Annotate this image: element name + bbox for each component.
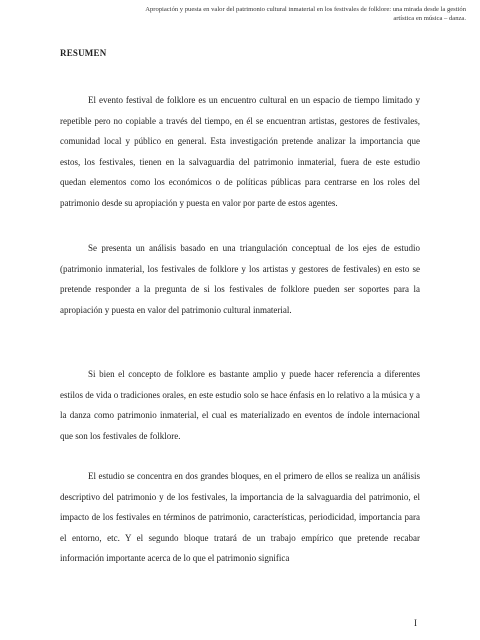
- body-paragraph: El estudio se concentra en dos grandes bloques, en el primero de ellos se realiza un análisis descriptivo del patrimonio y de los festivales, la importancia de la salvaguardia del patrimonio, el impacto de los festivales en términos de patrimonio, características, periodicidad, importancia para el entorno, etc. Y el segundo bloque tratará de un trabajo empírico que pretende recabar información importante acerca de lo que el patrimonio significa: [60, 471, 420, 563]
- section-heading: RESUMEN: [60, 48, 107, 58]
- page-number: I: [414, 618, 417, 628]
- body-paragraph: El evento festival de folklore es un encuentro cultural en un espacio de tiempo limitado y repetible pero no copiable a través del tiempo, en él se encuentran artistas, gestores de festivales, comunidad local y público en general. Esta investigación pretende analizar la importancia que estos, los festivales, tienen en la salvaguardia del patrimonio inmaterial, fuera de este estudio quedan elementos como los económicos o de políticas públicas para centrarse en los roles del patrimonio desde su apropiación y puesta en valor por parte de estos agentes.: [60, 95, 420, 208]
- body-paragraph: Si bien el concepto de folklore es bastante amplio y puede hacer referencia a diferentes estilos de vida o tradiciones orales, en este estudio solo se hace énfasis en lo relativo a la música y a la danza como patrimonio inmaterial, el cual es materializado en eventos de índole internacional que son los festivales de folklore.: [60, 369, 420, 441]
- running-header: Apropiación y puesta en valor del patrimonio cultural inmaterial en los festivales de folklore: una mirada desde la gestión artística en música – danza.: [145, 6, 466, 22]
- body-paragraph: Se presenta un análisis basado en una triangulación conceptual de los ejes de estudio (patrimonio inmaterial, los festivales de folklore y los artistas y gestores de festivales) en esto se pretende responder a la pregunta de si los festivales de folklore pueden ser soportes para la apropiación y puesta en valor del patrimonio cultural inmaterial.: [60, 243, 420, 315]
